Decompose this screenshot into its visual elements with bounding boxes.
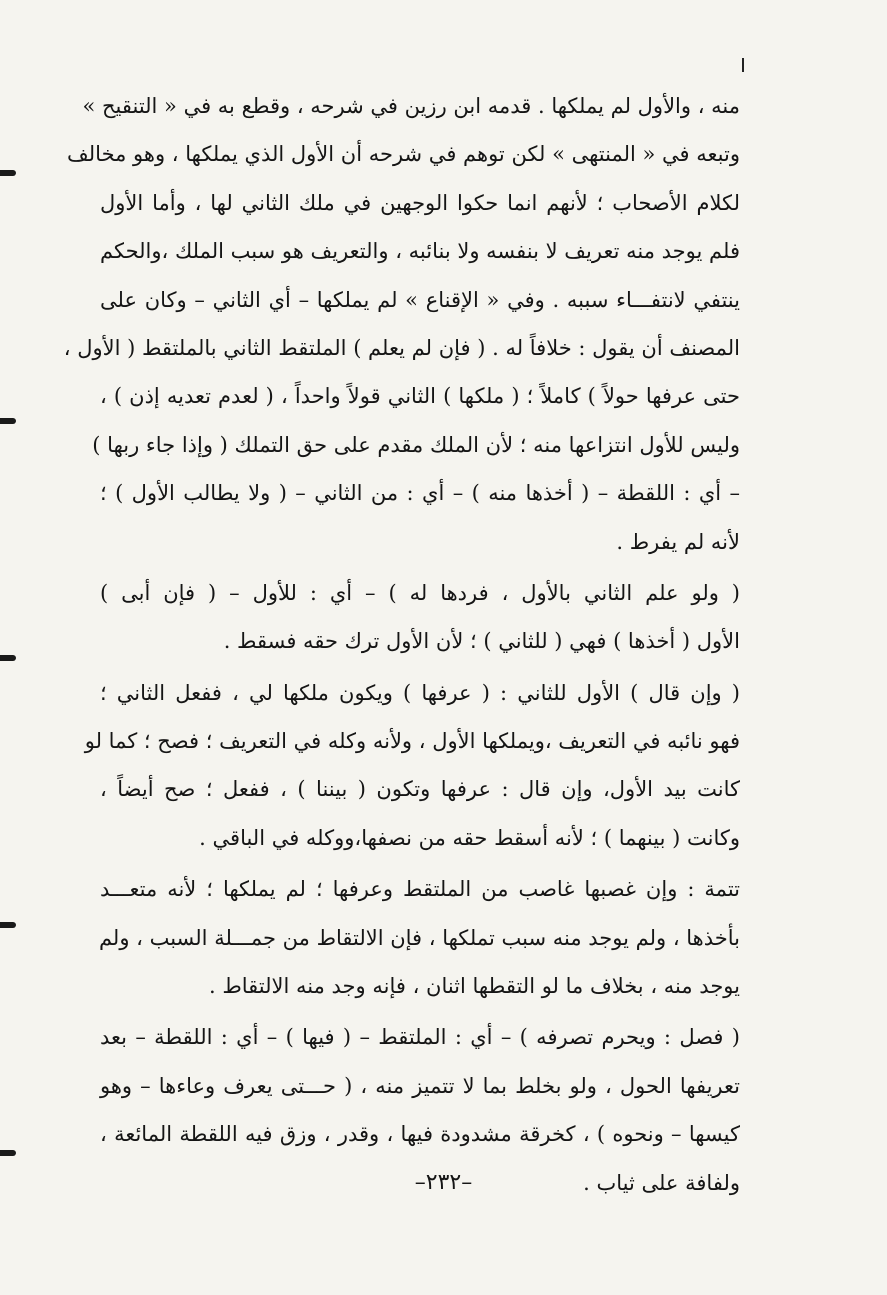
text-line: لكلام الأصحاب ؛ لأنهم انما حكوا الوجهين في ملك الثاني لها ، وأما الأول [100, 190, 740, 215]
text-line: لأنه لم يفرط . [616, 529, 740, 554]
text-line: حتى عرفها حولاً ) كاملاً ؛ ( ملكها ) الثاني قولاً واحداً ، ( لعدم تعديه إذن ) ، [100, 384, 740, 409]
text-line: بأخذها ، ولم يوجد منه سبب تملكها ، فإن الالتقاط من جمـــلة السبب ، ولم [98, 925, 740, 950]
text-line: كانت بيد الأول، وإن قال : عرفها وتكون ( بيننا ) ، ففعل ؛ صح أيضاً ، [100, 777, 740, 802]
text-line: ولفافة على ثياب . [583, 1170, 740, 1195]
margin-tab-marker [0, 170, 16, 176]
text-line: وليس للأول انتزاعها منه ؛ لأن الملك مقدم على حق التملك ( وإذا جاء ربها ) [92, 432, 740, 457]
text-line: وكانت ( بينهما ) ؛ لأنه أسقط حقه من نصفها،ووكله في الباقي . [199, 825, 740, 850]
text-line: – أي : اللقطة – ( أخذها منه ) – أي : من الثاني – ( ولا يطالب الأول ) ؛ [100, 481, 740, 506]
margin-tab-marker [0, 418, 16, 424]
text-line: وتبعه في « المنتهى » لكن توهم في شرحه أن الأول الذي يملكها ، وهو مخالف [67, 142, 740, 167]
page-number: –٢٣٢– [414, 1170, 473, 1195]
text-line: كيسها – ونحوه ) ، كخرقة مشدودة فيها ، وقدر ، وزق فيه اللقطة المائعة ، [100, 1122, 740, 1147]
body-text [63, 82, 740, 1207]
text-line: فهو نائبه في التعريف ،ويملكها الأول ، ولأنه وكله في التعريف ؛ فصح ؛ كما لو [84, 729, 740, 754]
margin-tab-marker [0, 1150, 16, 1156]
text-line: المصنف أن يقول : خلافاً له . ( فإن لم يعلم ) الملتقط الثاني بالملتقط ( الأول ، [63, 335, 740, 360]
text-line: ( ولو علم الثاني بالأول ، فردها له ) – أي : للأول – ( فإن أبى ) [100, 580, 740, 605]
text-line: الأول ( أخذها ) فهي ( للثاني ) ؛ لأن الأول ترك حقه فسقط . [223, 629, 740, 654]
text-line: ( وإن قال ) الأول للثاني : ( عرفها ) ويكون ملكها لي ، ففعل الثاني ؛ [100, 680, 740, 705]
margin-tab-marker [0, 655, 16, 661]
text-line: ينتفي لانتفـــاء سببه . وفي « الإقناع » لم يملكها – أي الثاني – وكان على [100, 287, 740, 312]
text-line: تتمة : وإن غصبها غاصب من الملتقط وعرفها ؛ لم يملكها ؛ لأنه متعـــد [100, 877, 740, 902]
margin-tab-marker [0, 922, 16, 928]
text-line: فلم يوجد منه تعريف لا بنفسه ولا بنائبه ، والتعريف هو سبب الملك ،والحكم [100, 239, 740, 264]
text-line: يوجد منه ، بخلاف ما لو التقطها اثنان ، فإنه وجد منه الالتقاط . [209, 974, 740, 999]
text-line: ( فصل : ويحرم تصرفه ) – أي : الملتقط – ( فيها ) – أي : اللقطة – بعد [100, 1025, 740, 1050]
text-line: منه ، والأول لم يملكها . قدمه ابن رزين في شرحه ، وقطع به في « التنقيح » [82, 94, 740, 118]
corner-mark [742, 58, 744, 72]
text-line: تعريفها الحول ، ولو بخلط بما لا تتميز منه ، ( حـــتى يعرف وعاءها – وهو [100, 1073, 740, 1098]
